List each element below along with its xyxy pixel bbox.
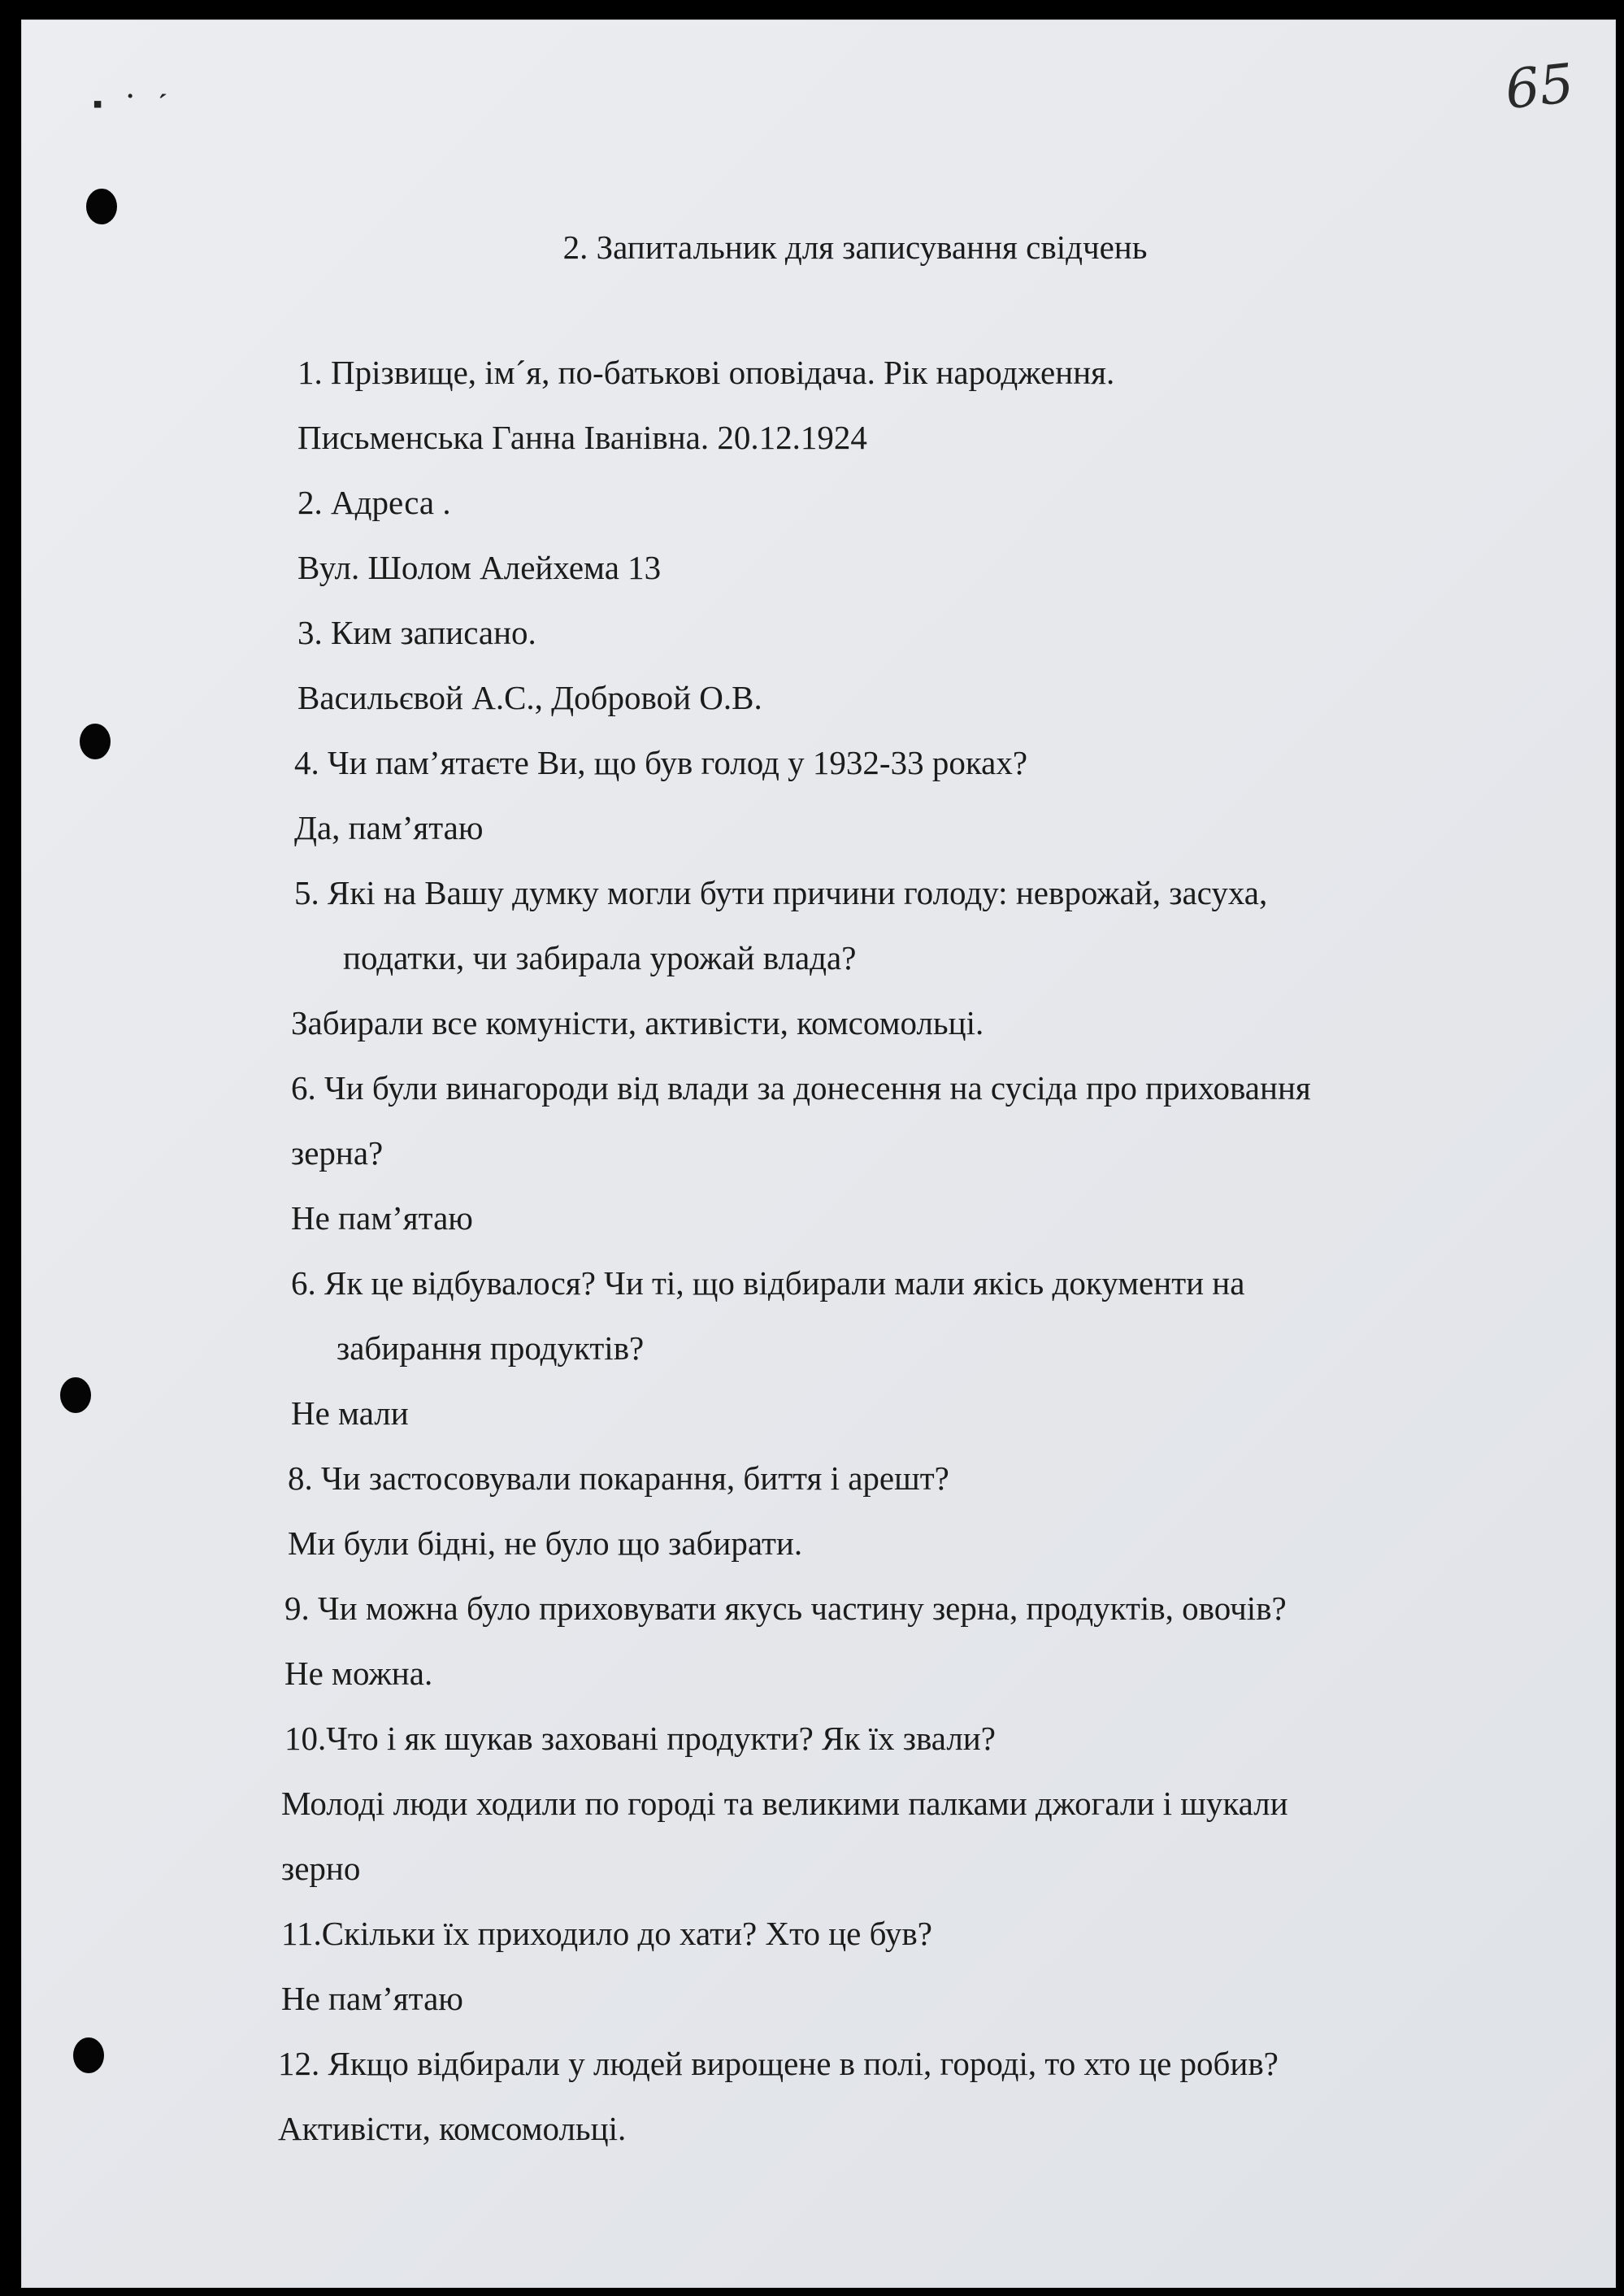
answer-line: зерно bbox=[281, 1850, 361, 1887]
answer-line: Не пам’ятаю bbox=[281, 1980, 463, 2017]
question-continuation-line: податки, чи забирала урожай влада? bbox=[343, 939, 857, 976]
specks-mark: ▪ ˙ ˊ bbox=[93, 89, 176, 120]
answer-line: Не пам’ятаю bbox=[291, 1199, 473, 1237]
question-line: 11.Скільки їх приходило до хати? Хто це був? bbox=[281, 1915, 932, 1952]
document-page bbox=[21, 20, 1616, 2288]
question-continuation-line: забирання продуктів? bbox=[337, 1329, 645, 1367]
questionnaire-body bbox=[278, 340, 1504, 2161]
answer-line: Ми були бідні, не було що забирати. bbox=[288, 1524, 803, 1562]
answer-line: Письменська Ганна Іванівна. 20.12.1924 bbox=[297, 419, 867, 456]
question-line: 9. Чи можна було приховувати якусь частину зерна, продуктів, овочів? bbox=[284, 1589, 1287, 1627]
punch-hole-2 bbox=[80, 724, 111, 759]
answer-line: Вул. Шолом Алейхема 13 bbox=[297, 549, 662, 586]
question-line: 4. Чи пам’ятаєте Ви, що був голод у 1932-33 роках? bbox=[294, 744, 1028, 781]
page-number: 65 bbox=[1502, 51, 1577, 122]
question-line: 8. Чи застосовували покарання, биття і арешт? bbox=[288, 1459, 949, 1497]
question-line: 6. Чи були винагороди від влади за донесення на сусіда про приховання bbox=[291, 1069, 1311, 1107]
answer-line: Забирали все комуністи, активісти, комсомольці. bbox=[291, 1004, 984, 1041]
question-line: 5. Які на Вашу думку могли бути причини голоду: неврожай, засуха, bbox=[294, 874, 1268, 911]
question-line: 1. Прізвище, ім´я, по-батькові оповідача. Рік народження. bbox=[297, 354, 1115, 391]
question-line: 3. Ким записано. bbox=[297, 614, 536, 651]
document-title: 2. Запитальник для записування свідчень bbox=[562, 228, 1148, 266]
question-line: 2. Адреса . bbox=[297, 484, 451, 521]
answer-line: Да, пам’ятаю bbox=[294, 809, 484, 846]
question-line: 6. Як це відбувалося? Чи ті, що відбирали мали якісь документи на bbox=[291, 1264, 1245, 1302]
punch-hole-3 bbox=[60, 1377, 91, 1413]
answer-line: Не мали bbox=[291, 1394, 409, 1432]
question-line: 10.Что і як шукав заховані продукти? Як їх звали? bbox=[284, 1720, 996, 1757]
question-line: 12. Якщо відбирали у людей вирощене в полі, городі, то хто це робив? bbox=[278, 2045, 1279, 2082]
answer-line: зерна? bbox=[291, 1134, 384, 1172]
punch-hole-4 bbox=[73, 2037, 104, 2073]
answer-line: Не можна. bbox=[284, 1655, 433, 1692]
answer-line: Молоді люди ходили по городі та великими палками джогали і шукали bbox=[281, 1785, 1288, 1822]
answer-line: Васильєвой А.С., Добровой О.В. bbox=[297, 679, 762, 716]
answer-line: Активісти, комсомольці. bbox=[278, 2110, 627, 2147]
punch-hole-1 bbox=[86, 189, 117, 224]
